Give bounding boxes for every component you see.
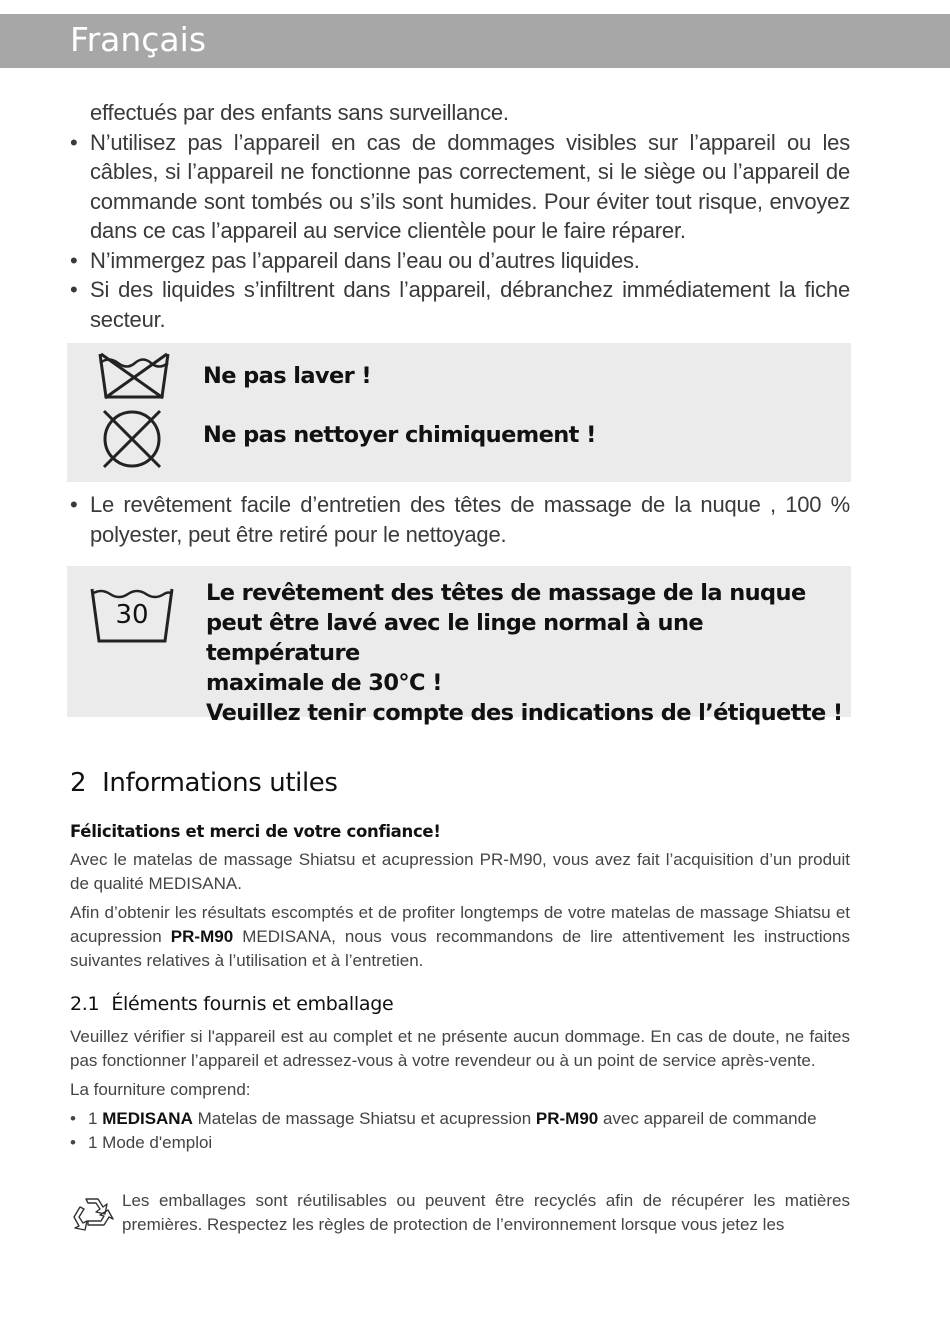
subsection-title: Éléments fournis et emballage xyxy=(111,993,394,1015)
bullet-marker: • xyxy=(70,277,78,302)
continuation-line: effectués par des enfants sans surveillance. xyxy=(90,100,509,125)
model-name: PR-M90 xyxy=(535,1109,599,1128)
list-item xyxy=(70,1131,850,1155)
bullet-marker: • xyxy=(70,129,78,155)
brand-name: MEDISANA xyxy=(102,1109,193,1128)
cover-text-block xyxy=(70,490,850,549)
list-item xyxy=(70,490,850,549)
bullet-marker: • xyxy=(70,1109,76,1128)
intro-paragraph: Avec le matelas de massage Shiatsu et acupression PR-M90, vous avez fait l’acquisition d’un produit de qualité MEDISANA. xyxy=(70,850,850,893)
item-qty: 1 xyxy=(88,1109,103,1128)
washing-instructions-box xyxy=(67,566,851,726)
section21-body xyxy=(70,1025,850,1155)
bullet-text: N’immergez pas l’appareil dans l’eau ou d’autres liquides. xyxy=(90,247,640,273)
congrats-heading: Félicitations et merci de votre confiance! xyxy=(70,822,441,841)
language-title: Français xyxy=(70,20,207,59)
section-heading xyxy=(70,768,338,798)
bullet-text: Le revêtement facile d’entretien des têtes de massage de la nuque , 100 % polyester, peut être retiré pour le nettoyage. xyxy=(90,492,850,547)
washing-instructions-text xyxy=(206,578,851,728)
care-symbols-box xyxy=(67,343,851,482)
wash-line: peut être lavé avec le linge normal à une température xyxy=(206,610,704,666)
wash-30-icon xyxy=(89,586,175,649)
no-wash-icon xyxy=(97,351,171,406)
bullet-marker: • xyxy=(70,1133,76,1152)
wash-line: Veuillez tenir compte des indications de l’étiquette ! xyxy=(206,700,843,726)
section-title: Informations utiles xyxy=(102,768,338,798)
no-dryclean-icon xyxy=(99,408,165,475)
no-dryclean-label: Ne pas nettoyer chimiquement ! xyxy=(203,422,596,448)
section-number: 2 xyxy=(70,768,87,798)
wash-temperature-label: 30 xyxy=(115,600,149,630)
bullet-text: Si des liquides s’infiltrent dans l’appareil, débranchez immédiatement la fiche secteur. xyxy=(90,277,850,332)
list-item xyxy=(70,1107,850,1131)
paragraph-text: MEDISANA, nous vous recommandons de lire attentivement les instructions suivantes relatives à l’utilisation et à l’entretien. xyxy=(70,927,851,970)
recycle-note xyxy=(122,1189,850,1242)
bullet-marker: • xyxy=(70,492,78,517)
model-name: PR-M90 xyxy=(170,927,234,946)
recycle-text: Les emballages sont réutilisables ou peuvent être recyclés afin de récupérer les matières premières. Respectez les règles de protection de l’environnement lorsque vous jetez les xyxy=(122,1191,850,1234)
supply-item xyxy=(88,1107,817,1131)
no-wash-label: Ne pas laver ! xyxy=(203,363,372,389)
list-item xyxy=(70,246,850,276)
paragraph-text: Afin d’obtenir les résultats escomptés et de profiter longtemps de votre matelas de massage Shiatsu et acupression xyxy=(70,903,850,946)
recycle-icon xyxy=(70,1195,114,1240)
supply-intro: La fourniture comprend: xyxy=(70,1080,251,1099)
wash-line: maximale de 30°C ! xyxy=(206,670,442,696)
item-text: Matelas de massage Shiatsu et acupression xyxy=(192,1109,536,1128)
safety-text-block xyxy=(70,98,850,334)
list-item xyxy=(70,275,850,334)
bullet-marker: • xyxy=(70,247,78,273)
recommendation-paragraph xyxy=(70,901,850,973)
subsection-number: 2.1 xyxy=(70,993,100,1015)
supply-item: 1 Mode d'emploi xyxy=(88,1133,213,1152)
list-item xyxy=(70,128,850,246)
section2-body xyxy=(70,820,850,978)
bullet-text: N’utilisez pas l’appareil en cas de dommages visibles sur l’appareil ou les câbles, si l’appareil ne fonctionne pas correctement, si le siège ou l’appareil de commande sont tombés ou s’ils sont humides. Pour éviter tout risque, envoyez dans ce cas l’appareil au service clientèle pour le faire réparer. xyxy=(90,129,850,243)
check-paragraph: Veuillez vérifier si l'appareil est au complet et ne présente aucun dommage. En cas de doute, ne faites pas fonctionner l’appareil et adressez-vous à votre revendeur ou à un point de service après-vente. xyxy=(70,1027,850,1070)
item-text: avec appareil de commande xyxy=(598,1109,817,1128)
subsection-heading xyxy=(70,993,393,1015)
wash-line: Le revêtement des têtes de massage de la nuque xyxy=(206,580,806,606)
